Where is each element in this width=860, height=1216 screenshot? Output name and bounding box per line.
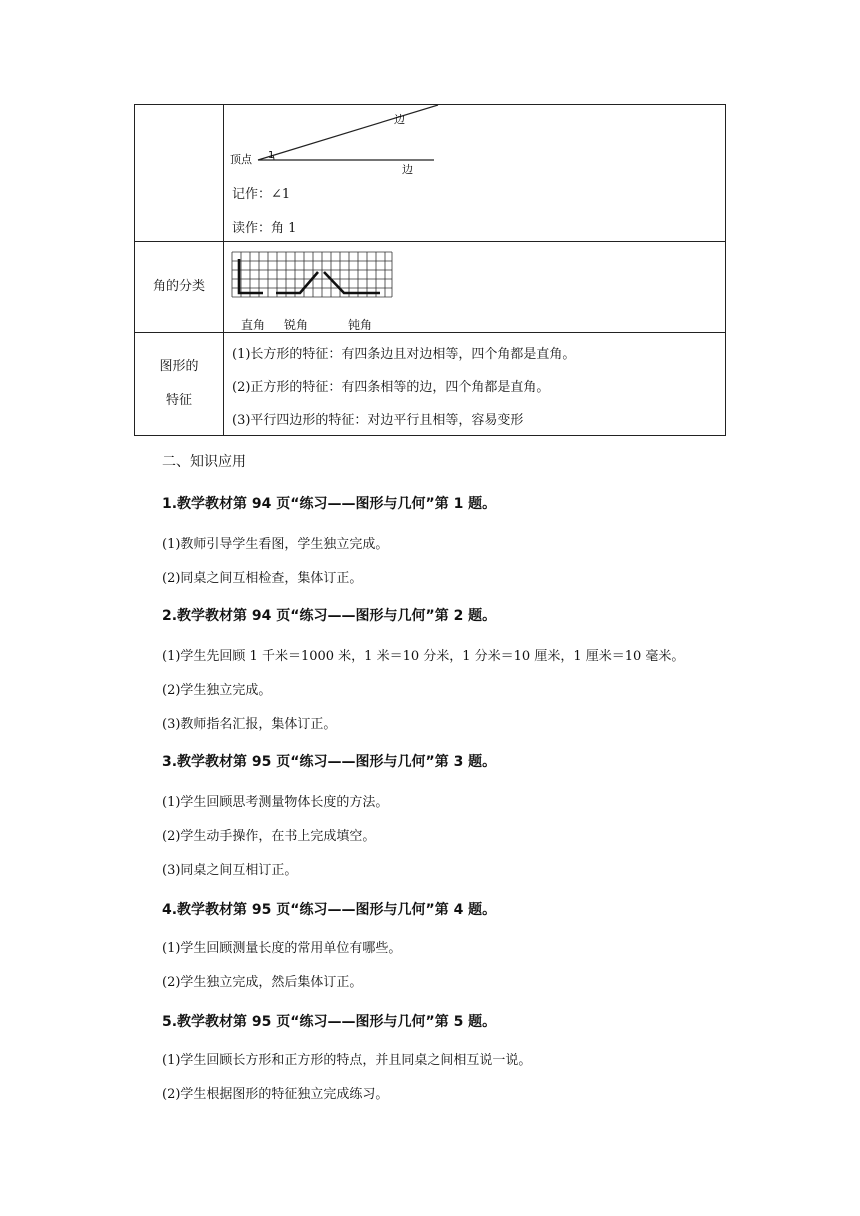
exercise-3-step-1: (1)学生回顾思考测量物体长度的方法。 [162,795,389,810]
exercise-3-title: 3.教学教材第 95 页“练习——图形与几何”第 3 题。 [162,754,497,770]
row-label-line2: 特征 [165,393,192,408]
angle-diagram [230,105,490,185]
shape-features-cell [224,333,726,436]
row-label-angle-classification: 角的分类 [135,242,224,333]
exercise-1-step-2: (2)同桌之间互相检查，集体订正。 [162,571,363,586]
exercise-5-title: 5.教学教材第 95 页“练习——图形与几何”第 5 题。 [162,1014,497,1030]
right-angle-label: 直角 [241,318,266,332]
row-label-empty [135,105,224,242]
acute-angle-label: 锐角 [284,318,309,332]
exercise-5-step-1: (1)学生回顾长方形和正方形的特点，并且同桌之间相互说一说。 [162,1053,532,1068]
feature-parallelogram: (3)平行四边形的特征：对边平行且相等，容易变形 [232,413,524,428]
table-row-angle-definition [135,105,726,242]
exercise-3-step-3: (3)同桌之间互相订正。 [162,863,298,878]
table-row-angle-classification [135,242,726,333]
exercise-1-title: 1.教学教材第 94 页“练习——图形与几何”第 1 题。 [162,496,497,512]
exercise-1-step-1: (1)教师引导学生看图，学生独立完成。 [162,537,389,552]
exercise-5-step-2: (2)学生根据图形的特征独立完成练习。 [162,1087,389,1102]
exercise-2-title: 2.教学教材第 94 页“练习——图形与几何”第 2 题。 [162,608,497,624]
angle-grid-diagram [230,250,394,302]
feature-square: (2)正方形的特征：有四条相等的边，四个角都是直角。 [232,380,550,395]
row-label-line1: 图形的 [159,359,199,374]
acute-angle-shape [276,272,318,293]
obtuse-angle-shape [324,272,380,293]
table-row-shape-features [135,333,726,436]
row-label-shape-features [135,333,224,436]
exercise-2-step-3: (3)教师指名汇报，集体订正。 [162,717,337,732]
geometry-summary-table [134,104,726,436]
angle-side-top-label: 边 [394,113,405,126]
exercise-2-step-1: (1)学生先回顾 1 千米＝1000 米，1 米＝10 分米，1 分米＝10 厘米，1 厘米＝10 毫米。 [162,649,685,664]
exercise-4-step-2: (2)学生独立完成，然后集体订正。 [162,975,363,990]
angle-vertex-label: 顶点 [230,153,252,166]
exercise-2-step-2: (2)学生独立完成。 [162,683,272,698]
angle-record-text: 记作：∠1 [232,187,291,202]
exercise-4-title: 4.教学教材第 95 页“练习——图形与几何”第 4 题。 [162,902,497,918]
exercise-3-step-2: (2)学生动手操作，在书上完成填空。 [162,829,376,844]
angle-read-text: 读作：角 1 [232,221,297,236]
obtuse-angle-label: 钝角 [348,318,373,332]
angle-definition-cell [224,105,726,242]
angle-classification-cell [224,242,726,333]
angle-side-bottom-label: 边 [402,163,413,176]
exercise-4-step-1: (1)学生回顾测量长度的常用单位有哪些。 [162,941,402,956]
feature-rectangle: (1)长方形的特征：有四条边且对边相等，四个角都是直角。 [232,347,576,362]
section-heading: 二、知识应用 [162,454,246,470]
angle-mark-label: 1 [268,150,275,161]
